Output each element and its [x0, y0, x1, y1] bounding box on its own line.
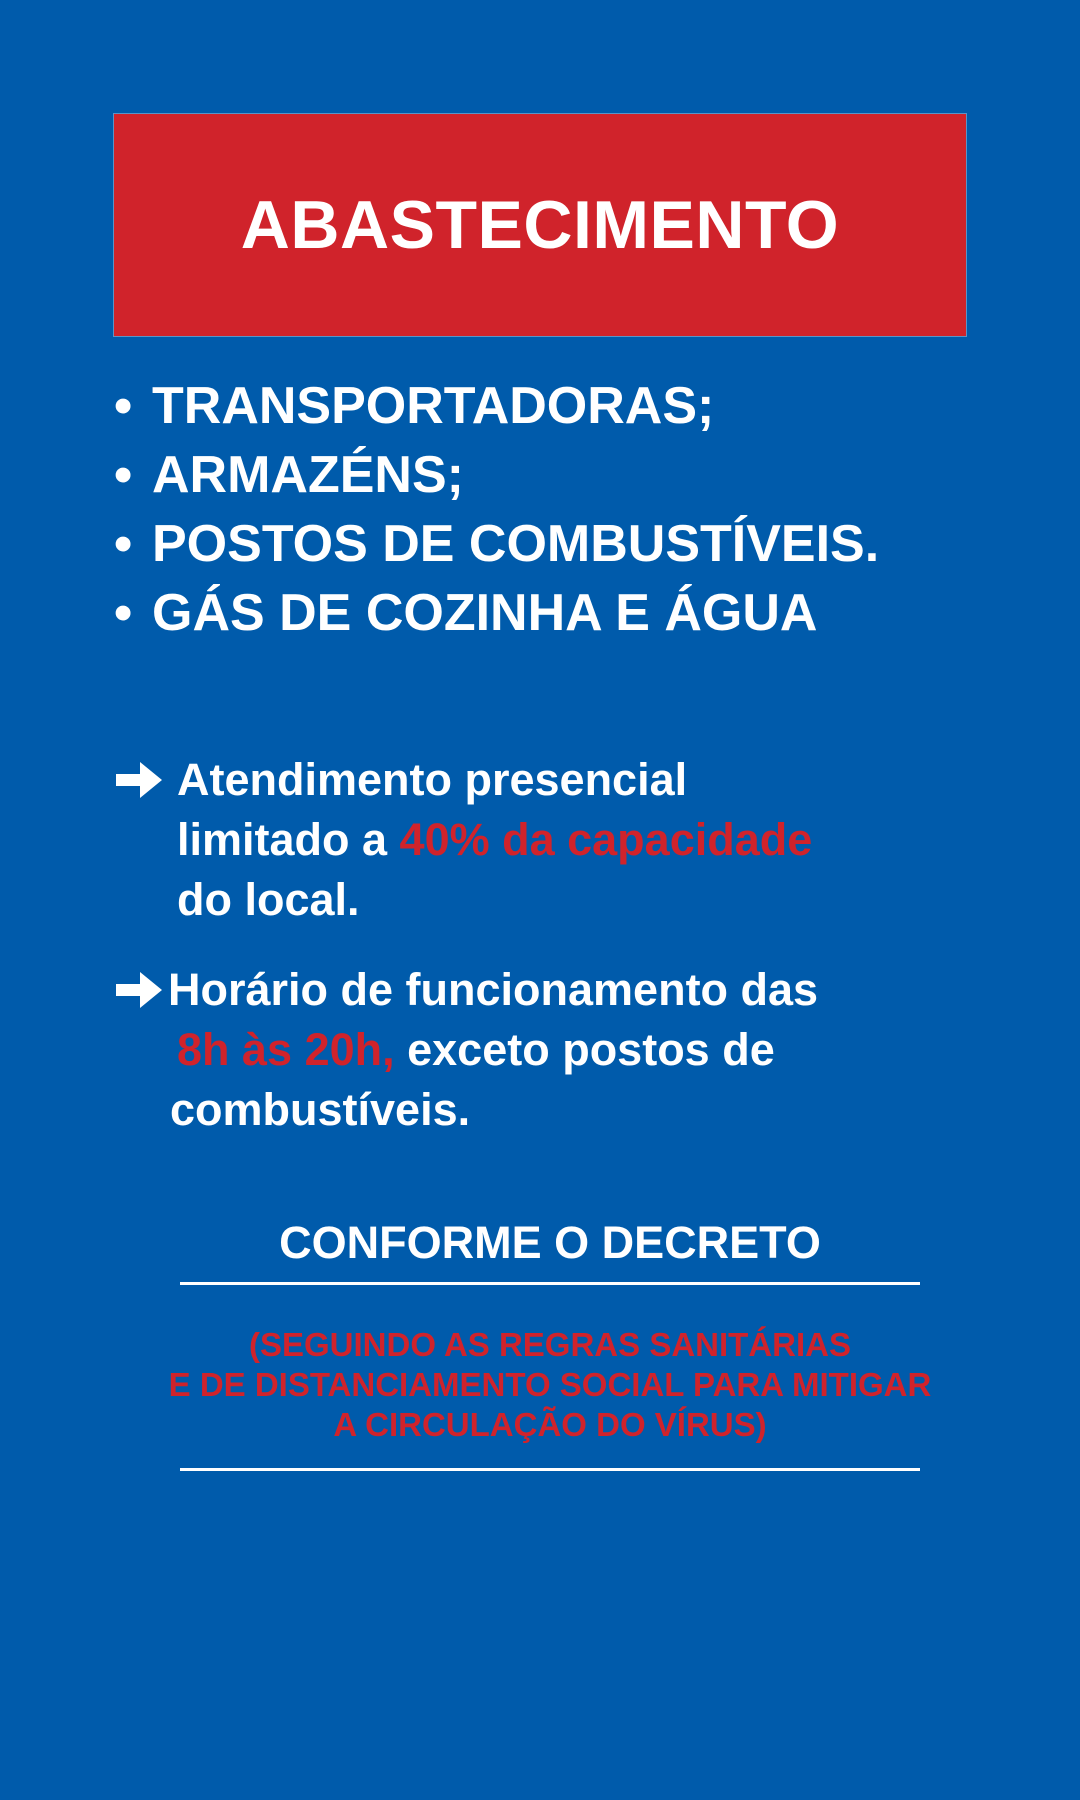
decree-note-line-1: (SEGUINDO AS REGRAS SANITÁRIAS: [249, 1326, 851, 1363]
hours-line-2: [114, 1020, 818, 1080]
capacity-prefix: limitado a: [177, 814, 400, 865]
bullet-dot-icon: •: [114, 515, 133, 573]
capacity-line-1: Atendimento presencial: [177, 754, 688, 805]
bullet-text: ARMAZÉNS;: [152, 446, 464, 504]
hours-line-1: Horário de funcionamento das: [168, 964, 819, 1015]
bullet-dot-icon: •: [114, 446, 133, 504]
bullet-text: POSTOS DE COMBUSTÍVEIS.: [152, 515, 880, 573]
bullet-item-armazens: [114, 441, 1034, 510]
decree-note: [150, 1325, 950, 1445]
hours-highlight: 8h às 20h,: [177, 1024, 395, 1075]
header-title: ABASTECIMENTO: [240, 187, 840, 263]
hours-suffix: exceto postos de: [394, 1024, 775, 1075]
hours-note: [114, 960, 818, 1140]
divider-bottom: [180, 1468, 920, 1471]
header-banner: [114, 114, 966, 336]
capacity-line-2: [114, 810, 812, 870]
bullet-item-postos: [114, 510, 1034, 579]
bullet-dot-icon: •: [114, 584, 133, 642]
bullet-dot-icon: •: [114, 377, 133, 435]
bullet-item-gas-agua: [114, 579, 1034, 648]
hours-line-3: combustíveis.: [170, 1084, 471, 1135]
capacity-highlight: 40% da capacidade: [399, 814, 813, 865]
divider-top: [180, 1282, 920, 1285]
bullet-item-transportadoras: [114, 372, 1034, 441]
bullet-text: TRANSPORTADORAS;: [152, 377, 715, 435]
bullet-list: [114, 372, 1034, 648]
decree-note-line-2: E DE DISTANCIAMENTO SOCIAL PARA MITIGAR: [168, 1366, 932, 1403]
decree-note-line-3: A CIRCULAÇÃO DO VÍRUS): [333, 1406, 767, 1443]
bullet-text: GÁS DE COZINHA E ÁGUA: [152, 584, 818, 642]
capacity-line-3: do local.: [177, 874, 360, 925]
decree-title: CONFORME O DECRETO: [279, 1217, 821, 1268]
right-arrow-icon: [114, 750, 164, 810]
right-arrow-icon: [114, 960, 164, 1020]
capacity-note: [114, 750, 812, 930]
